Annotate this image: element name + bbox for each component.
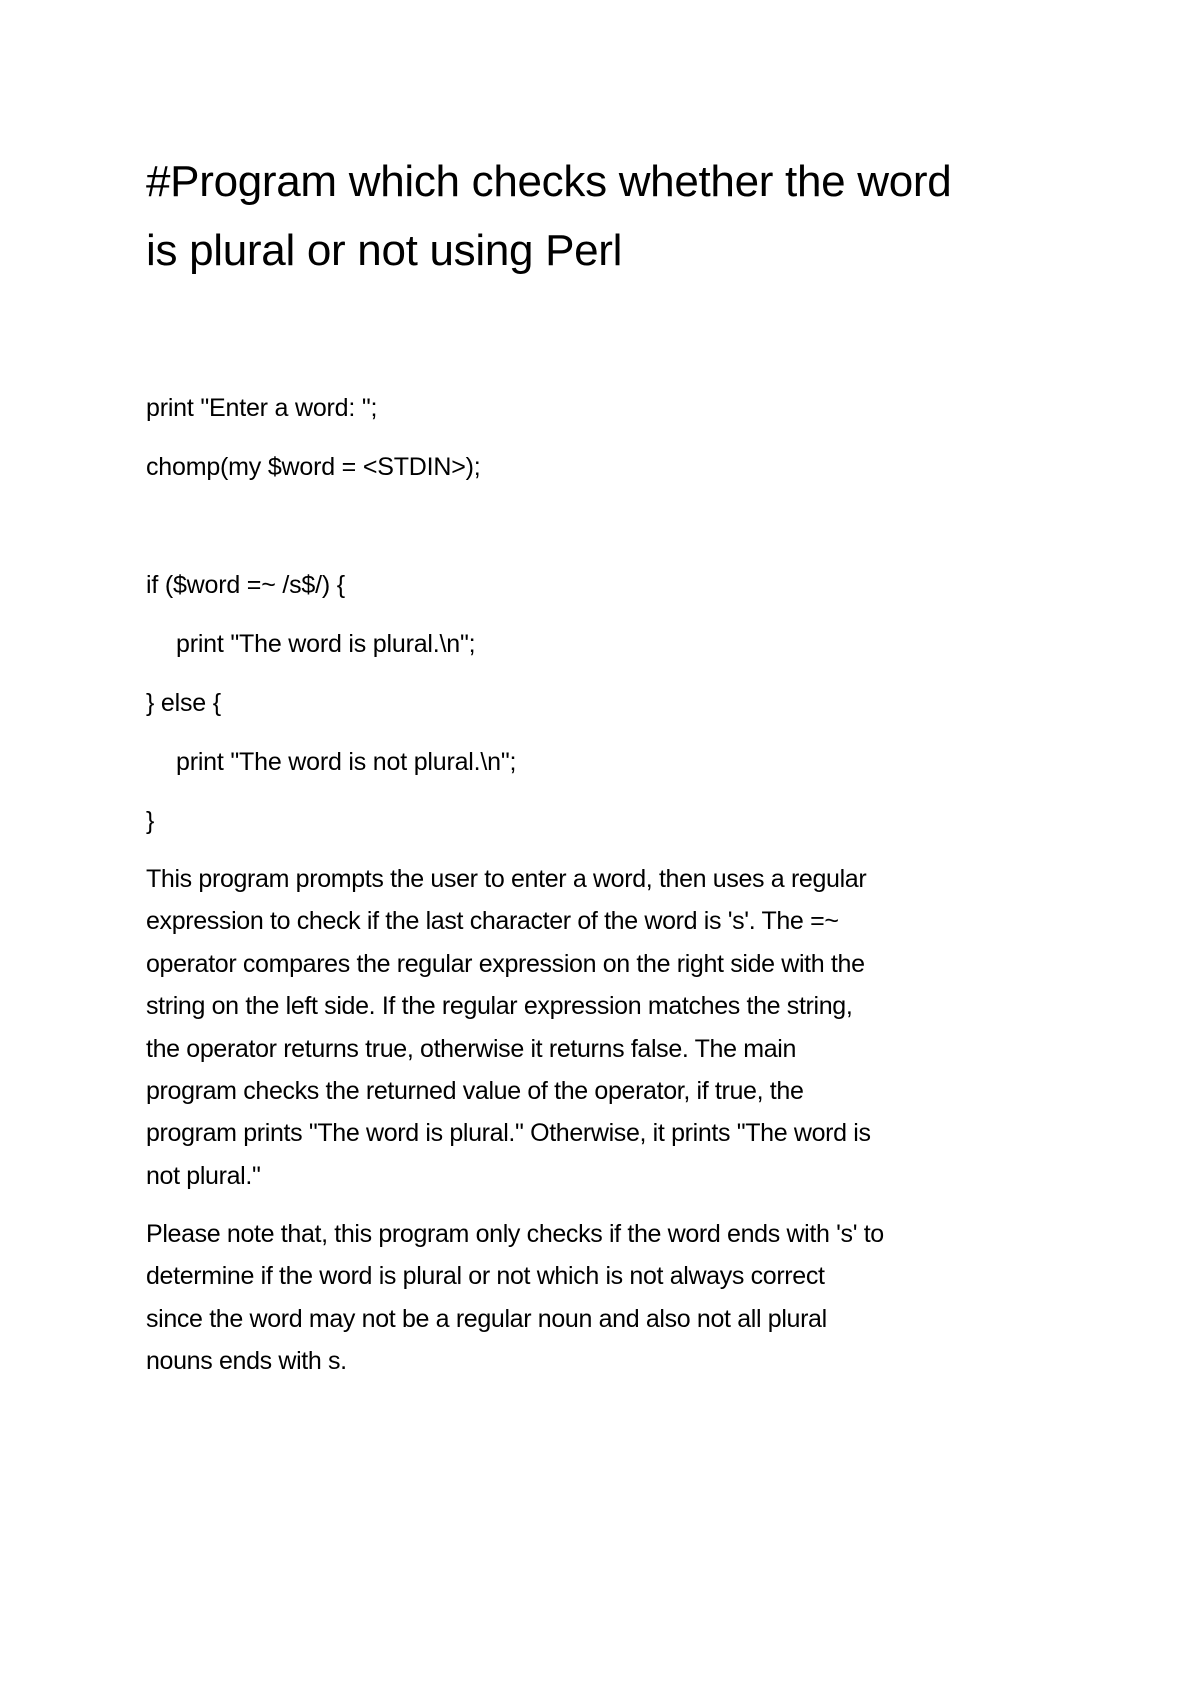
code-line: if ($word =~ /s$/) {: [146, 571, 345, 599]
paragraph-line: This program prompts the user to enter a word, then uses a regular: [146, 865, 867, 893]
paragraph-line: program prints "The word is plural." Otherwise, it prints "The word is: [146, 1119, 871, 1147]
paragraph-line: not plural.": [146, 1162, 261, 1190]
title-line: is plural or not using Perl: [146, 226, 623, 275]
code-line: }: [146, 807, 155, 835]
code-line: chomp(my $word = <STDIN>);: [146, 453, 481, 481]
code-line: } else {: [146, 689, 221, 717]
paragraph-line: Please note that, this program only checks if the word ends with 's' to: [146, 1220, 884, 1248]
paragraph-line: operator compares the regular expression on the right side with the: [146, 950, 865, 978]
code-line: print "Enter a word: ";: [146, 394, 378, 422]
paragraph-line: determine if the word is plural or not which is not always correct: [146, 1262, 825, 1290]
paragraph-line: the operator returns true, otherwise it returns false. The main: [146, 1035, 797, 1063]
code-line: print "The word is plural.\n";: [176, 630, 476, 658]
paragraph-line: nouns ends with s.: [146, 1347, 347, 1375]
paragraph-line: program checks the returned value of the operator, if true, the: [146, 1077, 804, 1105]
paragraph-line: since the word may not be a regular noun and also not all plural: [146, 1305, 827, 1333]
paragraph-line: expression to check if the last character of the word is 's'. The =~: [146, 907, 839, 935]
title-line: #Program which checks whether the word: [146, 157, 952, 206]
paragraph-line: string on the left side. If the regular expression matches the string,: [146, 992, 853, 1020]
code-line: print "The word is not plural.\n";: [176, 748, 517, 776]
